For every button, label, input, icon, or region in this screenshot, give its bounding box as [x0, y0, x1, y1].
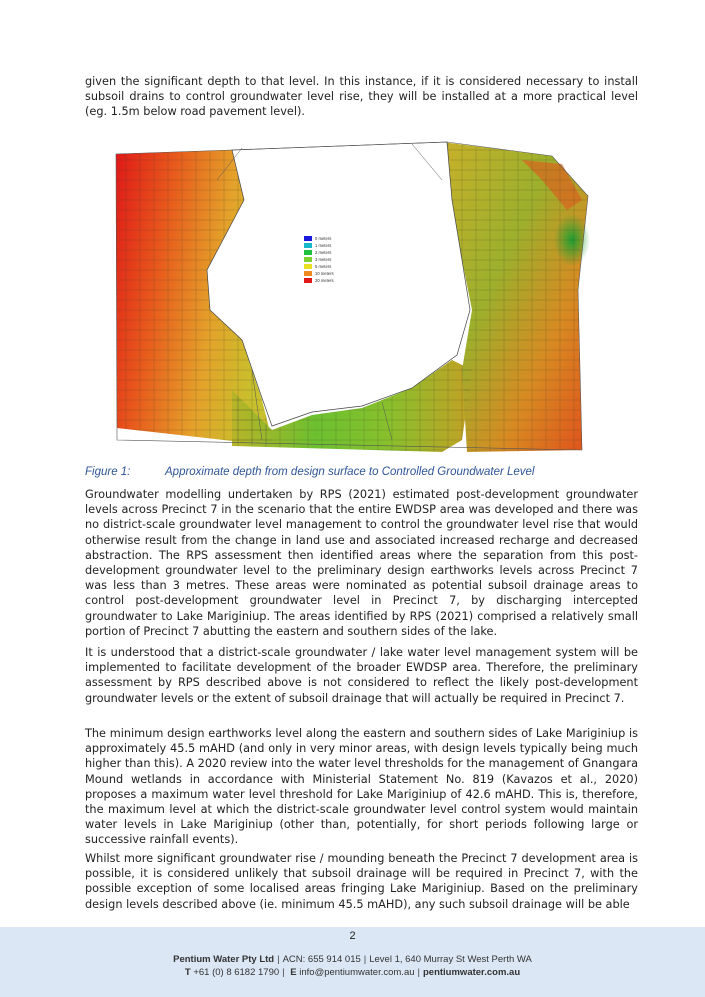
footer-company-line: Pentium Water Pty Ltd | ACN: 655 914 015 | Level 1, 640 Murray St West Perth WA: [173, 954, 532, 965]
map-graphic: [112, 140, 592, 460]
phone-label: T: [184, 967, 191, 978]
figure-number: Figure 1:: [85, 466, 131, 478]
legend-label-3: 3 meters: [315, 257, 332, 262]
legend-label-5: 10 meters: [315, 271, 334, 276]
paragraph-design-earthworks: The minimum design earthworks level along the eastern and southern sides of Lake Mariginiup is approximately 45.5 mAHD (and only in very minor areas, with design levels typically being much higher than this). A 2020 review into the water level thresholds for the management of Gnangara Mound wetlands in accordance with Ministerial Statement No. 819 (Kavazos et al., 2020) proposes a maximum water level threshold for Lake Mariginiup of 42.6 mAHD. This is, therefore, the maximum level at which the district-scale groundwater level control system would maintain water levels in Lake Mariginiup (other than, potentially, for short periods following large or successive rainfall events).: [85, 727, 638, 847]
footer-contact-line: T +61 (0) 8 6182 1790 | E info@pentiumwater.com.au | pentiumwater.com.au: [184, 967, 521, 978]
map-legend: [304, 236, 334, 283]
company-name: Pentium Water Pty Ltd: [173, 954, 275, 965]
paragraph-rps-modelling: Groundwater modelling undertaken by RPS (2021) estimated post-development groundwater levels across Precinct 7 in the scenario that the entire EWDSP area was developed and there was no district-scale groundwater level management to control the groundwater level rise that would otherwise result from the change in land use and associated increased recharge and decreased abstraction. The RPS assessment then identified areas where the separation from this post-development groundwater level to the preliminary design earthworks levels across Precinct 7 was less than 3 metres. These areas were nominated as potential subsoil drainage areas to control post-development groundwater level in Precinct 7, by discharging intercepted groundwater to Lake Mariginiup. The areas identified by RPS (2021) comprised a relatively small portion of Precinct 7 abutting the eastern and southern sides of the lake.: [85, 488, 638, 638]
paragraph-district-scale: It is understood that a district-scale groundwater / lake water level management system will be implemented to facilitate development of the broader EWDSP area. Therefore, the preliminary assessment by RPS described above is not considered to reflect the likely post-development groundwater levels or the extent of subsoil drainage that will actually be required in Precinct 7.: [85, 646, 638, 705]
legend-label-1: 1 meters: [315, 243, 332, 248]
legend-label-4: 5 meters: [315, 264, 332, 269]
company-acn: ACN: 655 914 015: [282, 954, 361, 965]
figure-caption-text: Approximate depth from design surface to Controlled Groundwater Level: [165, 466, 535, 478]
legend-label-0: 0 meters: [315, 236, 332, 241]
intro-paragraph: given the significant depth to that level. In this instance, if it is considered necessary to install subsoil drains to control groundwater level rise, they will be installed at a more practical level (eg. 1.5m below road pavement level).: [85, 75, 638, 119]
phone-number: +61 (0) 8 6182 1790: [193, 967, 280, 978]
email-link[interactable]: info@pentiumwater.com.au: [299, 967, 415, 978]
page-number: 2: [349, 930, 356, 942]
email-label: E: [290, 967, 297, 978]
legend-label-6: 20 meters: [315, 278, 334, 283]
company-address: Level 1, 640 Murray St West Perth WA: [369, 954, 532, 965]
legend-label-2: 2 meters: [315, 250, 332, 255]
groundwater-depth-map: [112, 140, 592, 460]
figure-caption: [85, 466, 645, 478]
paragraph-subsoil-drainage: Whilst more significant groundwater rise / mounding beneath the Precinct 7 development area is possible, it is considered unlikely that subsoil drainage will be required in Precinct 7, with the possible exception of some localised areas fringing Lake Mariginiup. Based on the preliminary design levels described above (ie. minimum 45.5 mAHD), any such subsoil drainage will be able: [85, 852, 638, 911]
website-link[interactable]: pentiumwater.com.au: [422, 967, 521, 978]
